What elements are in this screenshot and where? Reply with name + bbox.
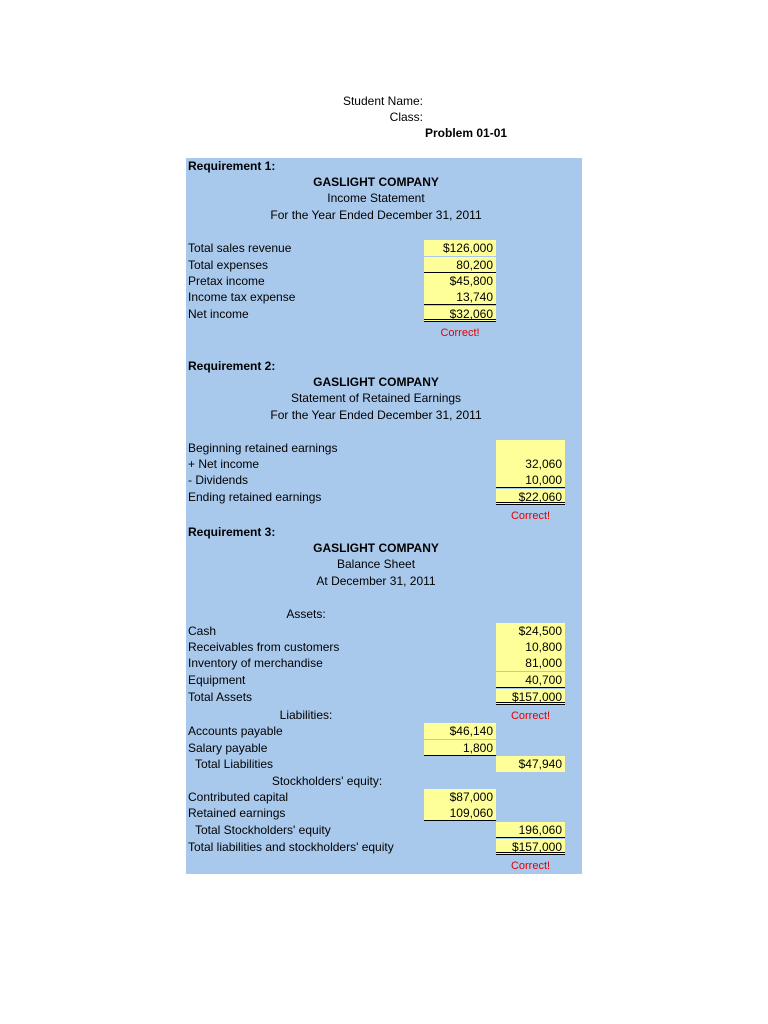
req3-status: Correct! [510,860,551,872]
total-equity-value[interactable]: 196,060 [496,822,565,838]
worksheet-panel [186,158,582,874]
req2-value-net-income[interactable]: 32,060 [496,456,565,472]
req1-period: For the Year Ended December 31, 2011 [270,208,482,222]
liability-value-salary-payable[interactable]: 1,800 [424,740,496,756]
req1-value-tax[interactable]: 13,740 [424,289,496,305]
asset-label-inventory: Inventory of merchandise [188,656,323,670]
req2-label-ending: Ending retained earnings [188,490,322,504]
req1-value-sales[interactable]: $126,000 [424,240,496,256]
asset-value-cash[interactable]: $24,500 [496,623,565,639]
req3-heading: Requirement 3: [188,525,276,539]
req1-heading: Requirement 1: [188,159,276,173]
req1-status: Correct! [440,327,480,339]
req2-period: For the Year Ended December 31, 2011 [270,408,482,422]
total-liabilities-label: Total Liabilities [195,757,274,771]
total-liabilities-equity-label: Total liabilities and stockholders' equity [188,840,394,854]
req1-value-pretax[interactable]: $45,800 [424,273,496,289]
req2-label-net-income: + Net income [188,457,260,471]
asset-label-cash: Cash [188,624,217,638]
problem-title: Problem 01-01 [425,126,508,140]
req1-label-expenses: Total expenses [188,258,269,272]
asset-label-receivables: Receivables from customers [188,640,340,654]
req2-label-beginning: Beginning retained earnings [188,441,338,455]
liability-label-salary-payable: Salary payable [188,741,268,755]
req1-label-sales: Total sales revenue [188,241,292,255]
req3-period: At December 31, 2011 [316,574,436,588]
req2-label-dividends: - Dividends [188,473,249,487]
asset-label-total: Total Assets [188,690,253,704]
equity-label-retained-earnings: Retained earnings [188,806,286,820]
req1-label-tax: Income tax expense [188,290,296,304]
asset-value-total[interactable]: $157,000 [496,689,565,705]
req2-heading: Requirement 2: [188,359,276,373]
total-equity-label: Total Stockholders' equity [195,823,331,837]
asset-value-receivables[interactable]: 10,800 [496,639,565,655]
req2-company: GASLIGHT COMPANY [313,375,439,389]
class-label: Class: [389,110,423,124]
asset-value-inventory[interactable]: 81,000 [496,655,565,671]
assets-status: Correct! [510,710,551,722]
student-name-label: Student Name: [342,94,423,108]
req3-statement-title: Balance Sheet [336,557,416,571]
req1-label-net-income: Net income [188,307,249,321]
req2-value-dividends[interactable]: 10,000 [496,472,565,488]
equity-value-retained-earnings[interactable]: 109,060 [424,805,496,821]
equity-value-contributed-capital[interactable]: $87,000 [424,789,496,805]
req1-company: GASLIGHT COMPANY [313,175,439,189]
equity-section-label: Stockholders' equity: [271,774,383,788]
liability-value-accounts-payable[interactable]: $46,140 [424,723,496,739]
req1-value-expenses[interactable]: 80,200 [424,257,496,273]
liabilities-section-label: Liabilities: [279,708,333,722]
equity-label-contributed-capital: Contributed capital [188,790,289,804]
req2-statement-title: Statement of Retained Earnings [290,391,462,405]
req1-statement-title: Income Statement [327,191,425,205]
asset-label-equipment: Equipment [188,673,246,687]
liability-label-accounts-payable: Accounts payable [188,724,283,738]
req1-value-net-income[interactable]: $32,060 [424,306,496,322]
assets-section-label: Assets: [286,607,326,621]
asset-value-equipment[interactable]: 40,700 [496,672,565,688]
total-liabilities-value[interactable]: $47,940 [496,756,565,772]
req1-label-pretax: Pretax income [188,274,265,288]
total-liabilities-equity-value[interactable]: $157,000 [496,839,565,855]
req2-status: Correct! [510,510,551,522]
req2-value-ending[interactable]: $22,060 [496,489,565,505]
req2-value-beginning[interactable] [496,440,565,456]
req3-company: GASLIGHT COMPANY [313,541,439,555]
